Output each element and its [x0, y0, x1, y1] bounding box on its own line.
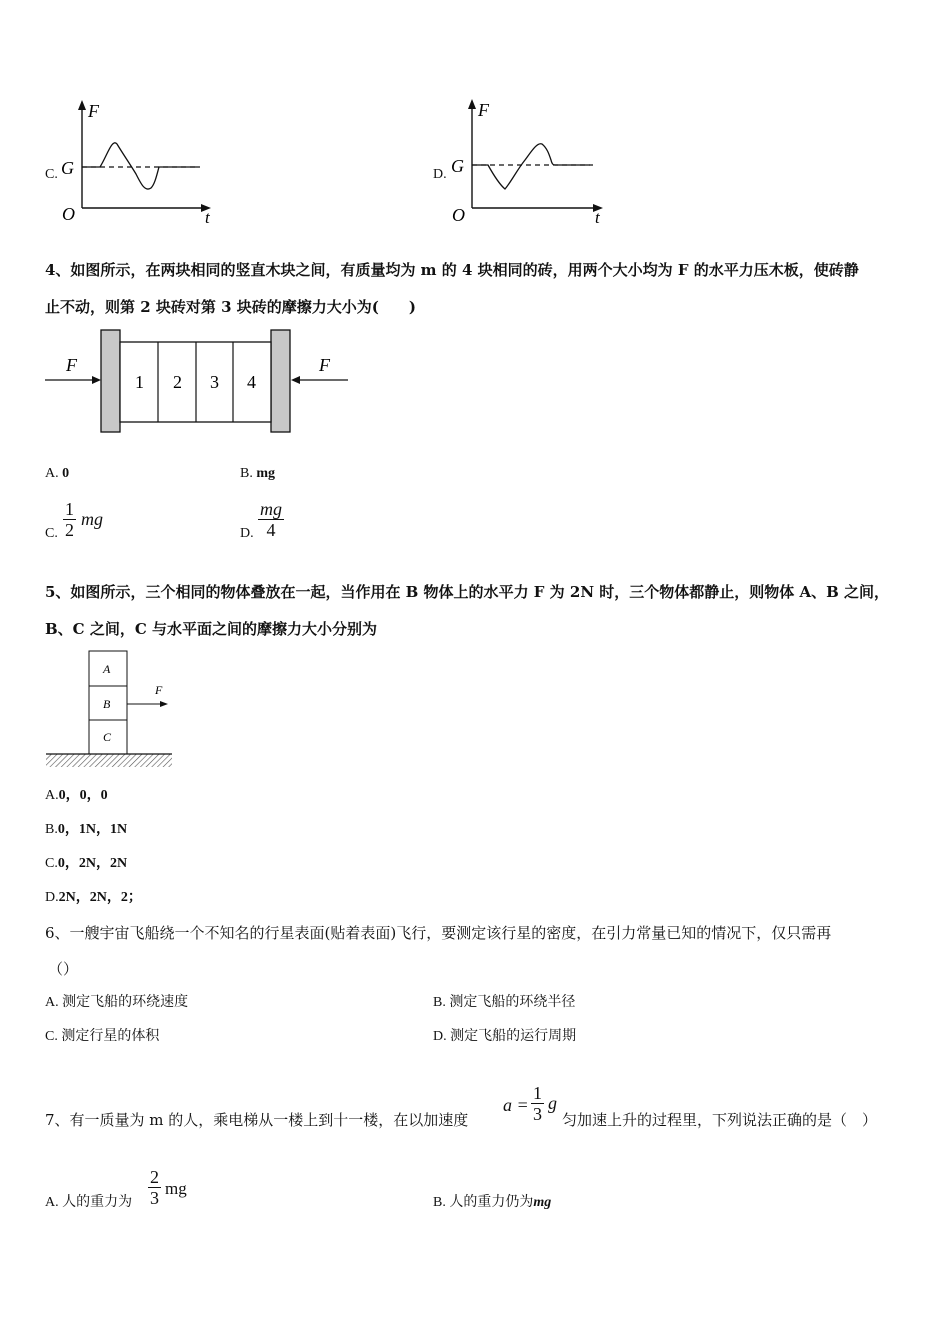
q4-figure — [42, 325, 352, 437]
axis-t-label: t — [595, 208, 600, 227]
q5-figure — [44, 648, 176, 770]
q6-text-line1: 6、一艘宇宙飞船绕一个不知名的行星表面(贴着表面)飞行，要测定该行星的密度，在引力常量已知的情况下，仅只需再 — [45, 924, 832, 942]
q5-option-c-value: 0，2N，2N — [57, 856, 128, 871]
q5-option-a-value: 0，0，0 — [58, 788, 108, 803]
q7-formula-var: g — [548, 1093, 557, 1113]
q5-text-line2: B、C 之间，C 与水平面之间的摩擦力大小分别为 — [45, 620, 378, 638]
q6-text-line2: （） — [48, 960, 79, 978]
q7-formula-fraction: $\frac{1}{3}$ — [533, 1083, 542, 1124]
q4-option-c-tail: mg — [81, 509, 103, 529]
block-b-label: B — [103, 697, 111, 711]
q5-option-b[interactable] — [45, 820, 127, 840]
axis-f-label: F — [88, 101, 99, 121]
force-label: F — [155, 683, 163, 697]
q5-option-b-value: 0，1N，1N — [57, 822, 128, 837]
origin-label: O — [452, 205, 465, 225]
brick-4-label: 4 — [247, 372, 256, 392]
q7-text-suffix: 匀加速上升的过程里，下列说法正确的是（ ） — [562, 1111, 878, 1129]
block-a-label: A — [103, 662, 111, 676]
q4-option-d-label: D. — [240, 526, 254, 541]
brick-2-label: 2 — [173, 372, 182, 392]
q5-option-d[interactable] — [45, 888, 142, 908]
q6-option-b[interactable]: B. 测定飞船的环绕半径 — [433, 995, 576, 1010]
axis-t-label: t — [205, 208, 210, 227]
q4-option-c-fraction: $\frac{1}{2}$ — [65, 499, 74, 540]
q7-text-prefix: 7、有一质量为 m 的人，乘电梯从一楼上到十一楼，在以加速度 — [45, 1111, 469, 1129]
q4-text-line1: 4、如图所示，在两块相同的竖直木块之间，有质量均为 m 的 4 块相同的砖，用两个大小均为 F 的水平力压木板，使砖静 — [45, 261, 859, 279]
q5-option-c-label: C. — [45, 856, 58, 871]
q7-option-b-tail: mg — [533, 1195, 552, 1210]
brick-3-label: 3 — [210, 372, 219, 392]
g-label: G — [451, 156, 464, 176]
g-label: G — [61, 158, 74, 178]
q4-option-c-label: C. — [45, 526, 58, 541]
q4-option-b-label: B. — [240, 466, 253, 481]
q4-text-line2: 止不动，则第 2 块砖对第 3 块砖的摩擦力大小为( ) — [45, 298, 416, 316]
q7-option-a[interactable] — [45, 1165, 245, 1215]
q4-option-a-label: A. — [45, 466, 59, 481]
block-c-label: C — [103, 730, 112, 744]
graph-c-label: C. — [45, 167, 58, 182]
q7-formula — [503, 1083, 565, 1131]
q5-option-a-label: A. — [45, 788, 59, 803]
q6-option-a[interactable]: A. 测定飞船的环绕速度 — [45, 995, 189, 1010]
q5-option-c[interactable] — [45, 854, 127, 874]
graph-c — [55, 98, 220, 228]
origin-label: O — [62, 204, 75, 224]
q6-option-c[interactable]: C. 测定行星的体积 — [45, 1029, 160, 1044]
q4-option-b[interactable] — [240, 464, 275, 484]
brick-1-label: 1 — [135, 372, 144, 392]
force-right-label: F — [319, 355, 330, 375]
q4-option-b-value: mg — [256, 466, 276, 481]
q5-option-a[interactable] — [45, 786, 108, 806]
q7-option-b[interactable] — [433, 1193, 551, 1213]
q7-option-a-text: A. 人的重力为 — [45, 1195, 133, 1210]
q7-formula-lhs: a = — [503, 1095, 529, 1115]
q5-text-line1: 5、如图所示，三个相同的物体叠放在一起，当作用在 B 物体上的水平力 F 为 2N 时，三个物体都静止，则物体 A、B 之间， — [45, 583, 890, 601]
q6-option-d[interactable]: D. 测定飞船的运行周期 — [433, 1029, 577, 1044]
q7-option-a-tail: mg — [165, 1179, 187, 1198]
graph-d-label: D. — [433, 167, 447, 182]
q5-option-b-label: B. — [45, 822, 58, 837]
q5-option-d-label: D. — [45, 890, 59, 905]
axis-f-label: F — [478, 100, 489, 120]
q5-option-d-value: 2N，2N，2； — [58, 890, 142, 905]
q4-option-a[interactable] — [45, 464, 69, 484]
q4-option-a-value: 0 — [62, 466, 70, 481]
q7-option-b-text: B. 人的重力仍为 — [433, 1195, 534, 1210]
force-left-label: F — [66, 355, 77, 375]
graph-d — [445, 96, 610, 228]
q7-option-a-fraction: $\frac{2}{3}$ — [150, 1167, 159, 1208]
q4-option-d-fraction: $\frac{mg}{4}$ — [260, 499, 282, 540]
